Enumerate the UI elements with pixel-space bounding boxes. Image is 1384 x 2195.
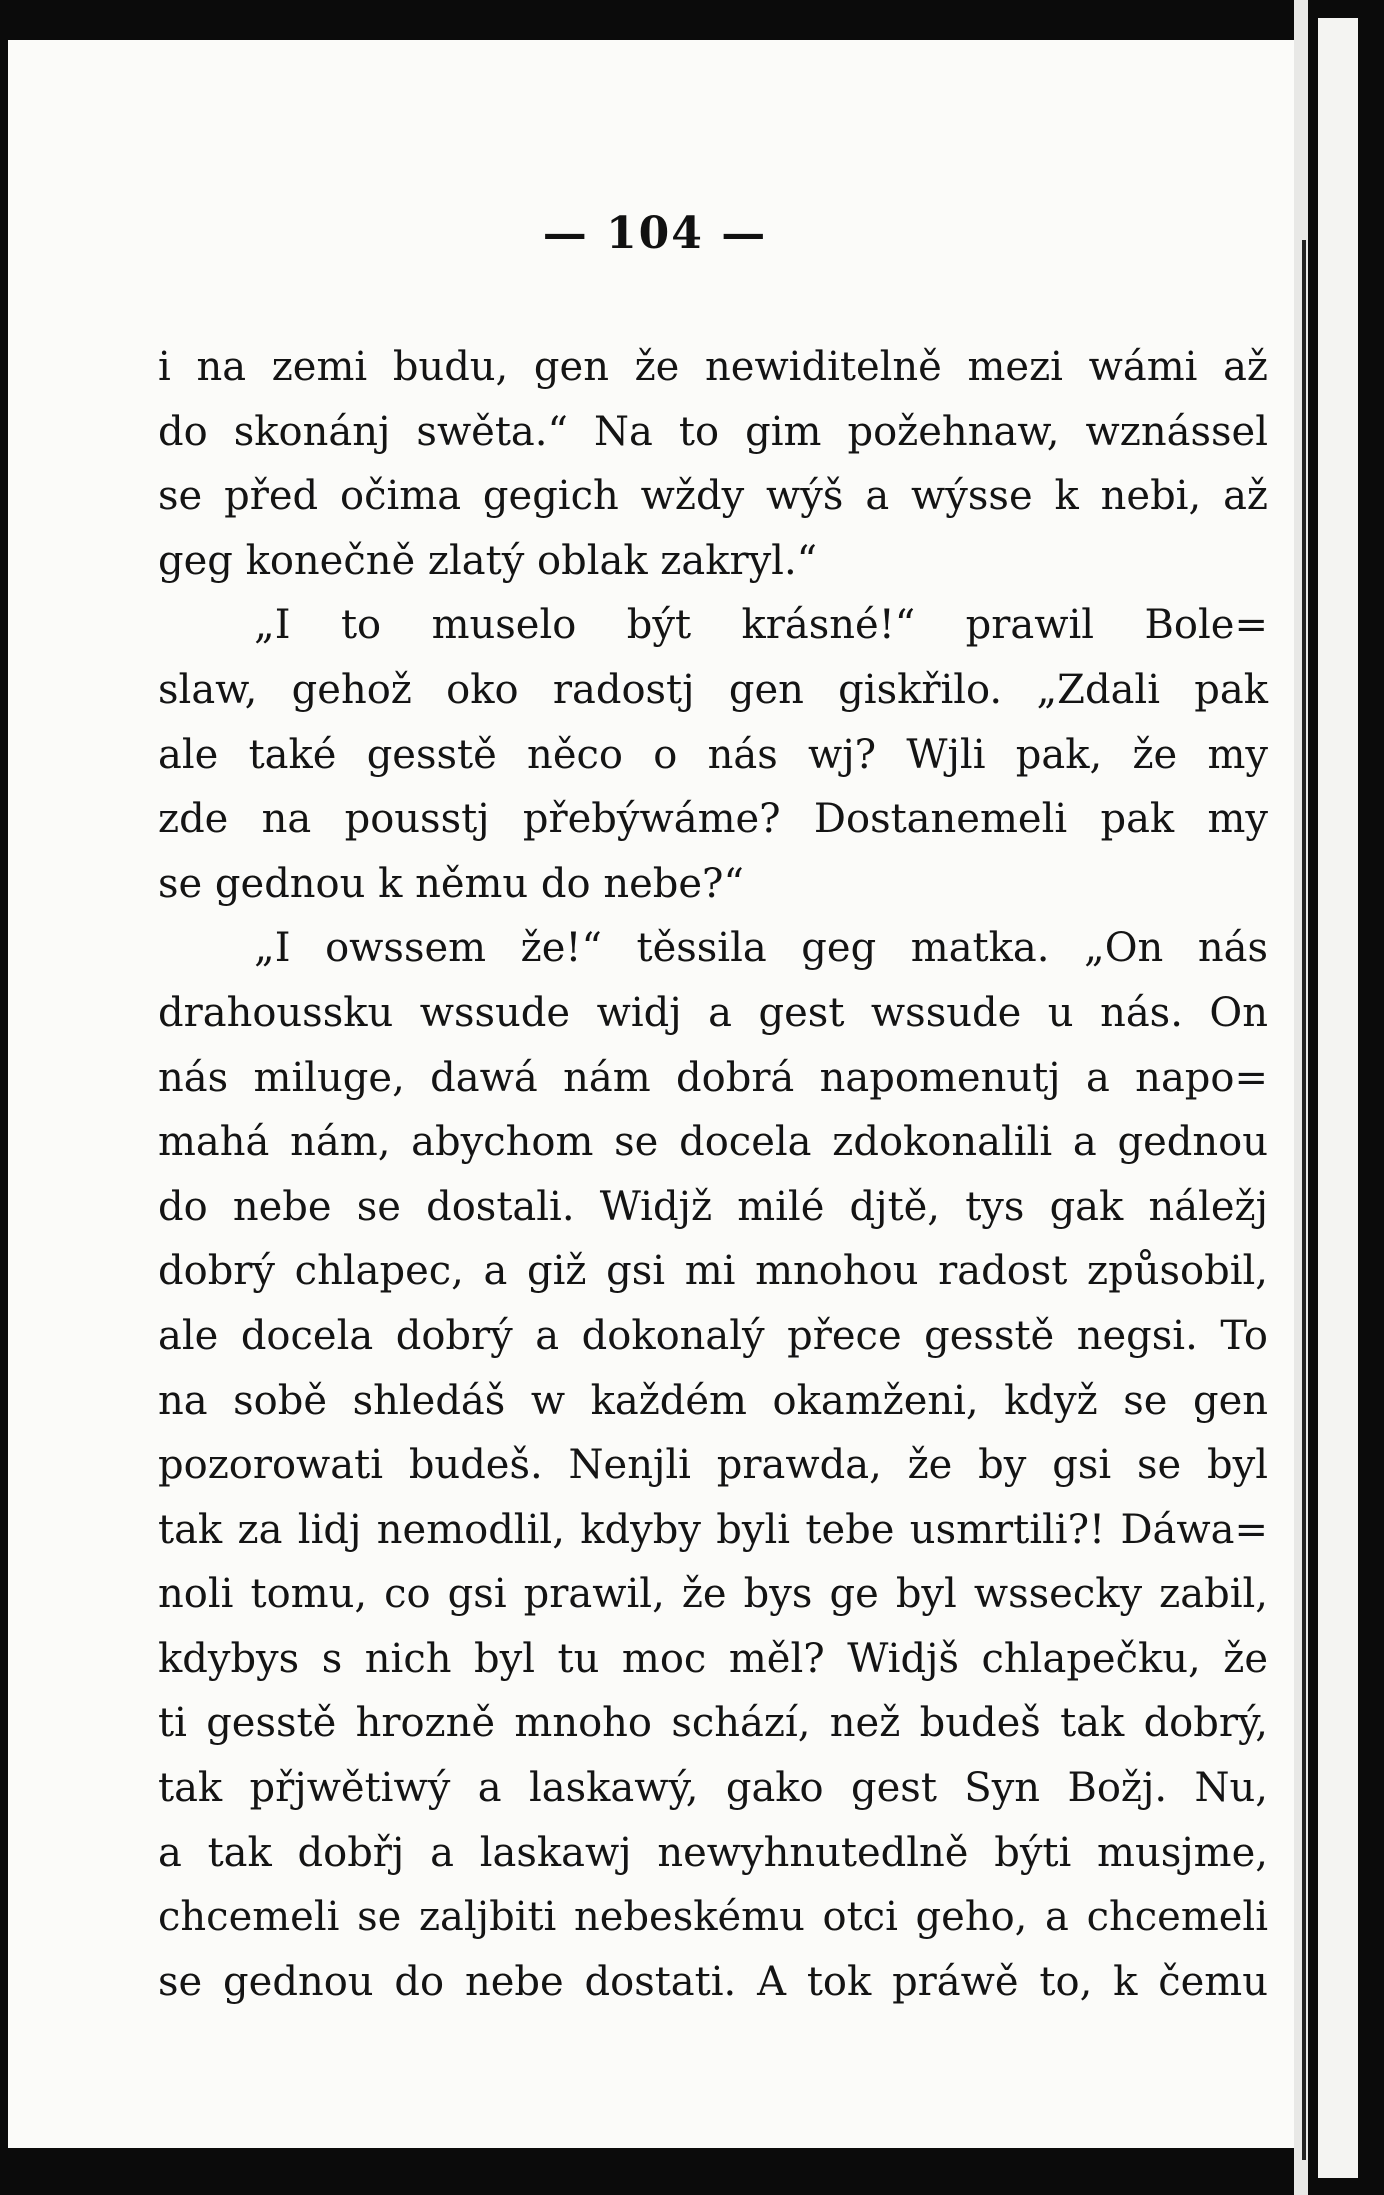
text-line: na sobě shledáš w každém okamženi, když se gen (158, 1377, 1268, 1424)
text-line: ti gesstě hrozně mnoho schází, než budeš tak dobrý, (158, 1700, 1268, 1747)
text-line: a tak dobřj a laskawj newyhnutedlně býti musjme, (158, 1829, 1268, 1876)
text-line: drahoussku wssude widj a gest wssude u nás. On (158, 989, 1268, 1036)
text-line: noli tomu, co gsi prawil, že bys ge byl wssecky zabil, (158, 1571, 1268, 1618)
text-line: se gednou k němu do nebe?“ (158, 860, 744, 907)
text-line: „I owssem že!“ těssila geg matka. „On nás (254, 925, 1268, 972)
page-edge-line (1302, 240, 1306, 2160)
text-line: pozorowati budeš. Nenjli prawda, že by gsi se byl (158, 1442, 1268, 1489)
adjacent-page-edge (1318, 18, 1358, 2178)
text-line: do nebe se dostali. Widjž milé djtě, tys gak náležj (158, 1183, 1268, 1230)
text-line: ale docela dobrý a dokonalý přece gesstě negsi. To (158, 1312, 1268, 1359)
body-text (158, 335, 1268, 2014)
text-line: geg konečně zlatý oblak zakryl.“ (158, 537, 818, 584)
text-line: tak za lidj nemodlil, kdyby byli tebe usmrtili?! Dáwa= (158, 1506, 1268, 1553)
text-line: kdybys s nich byl tu moc měl? Widjš chlapečku, že (158, 1635, 1268, 1682)
text-line: do skonánj swěta.“ Na to gim požehnaw, wznássel (158, 408, 1268, 455)
book-page (8, 40, 1294, 2148)
text-line: se před očima gegich wždy wýš a wýsse k nebi, až (158, 473, 1268, 520)
text-line: se gednou do nebe dostati. A tok práwě to, k čemu (158, 1958, 1268, 2005)
page-number: — 104 — (542, 208, 768, 259)
text-line: mahá nám, abychom se docela zdokonalili a gednou (158, 1119, 1268, 1166)
text-line: „I to muselo být krásné!“ prawil Bole= (254, 602, 1268, 649)
text-line: zde na pousstj přebýwáme? Dostanemeli pak my (158, 796, 1268, 843)
text-line: i na zemi budu, gen že newiditelně mezi wámi až (158, 344, 1268, 390)
text-line: slaw, gehož oko radostj gen giskřilo. „Zdali pak (158, 666, 1268, 713)
text-line: nás miluge, dawá nám dobrá napomenutj a napo= (158, 1054, 1268, 1101)
text-line: ale také gesstě něco o nás wj? Wjli pak, že my (158, 731, 1268, 778)
text-line: dobrý chlapec, a giž gsi mi mnohou radost způsobil, (158, 1248, 1268, 1295)
text-line: tak přjwětiwý a laskawý, gako gest Syn Božj. Nu, (158, 1765, 1268, 1812)
text-line: chcemeli se zaljbiti nebeskému otci geho, a chcemeli (158, 1894, 1268, 1941)
